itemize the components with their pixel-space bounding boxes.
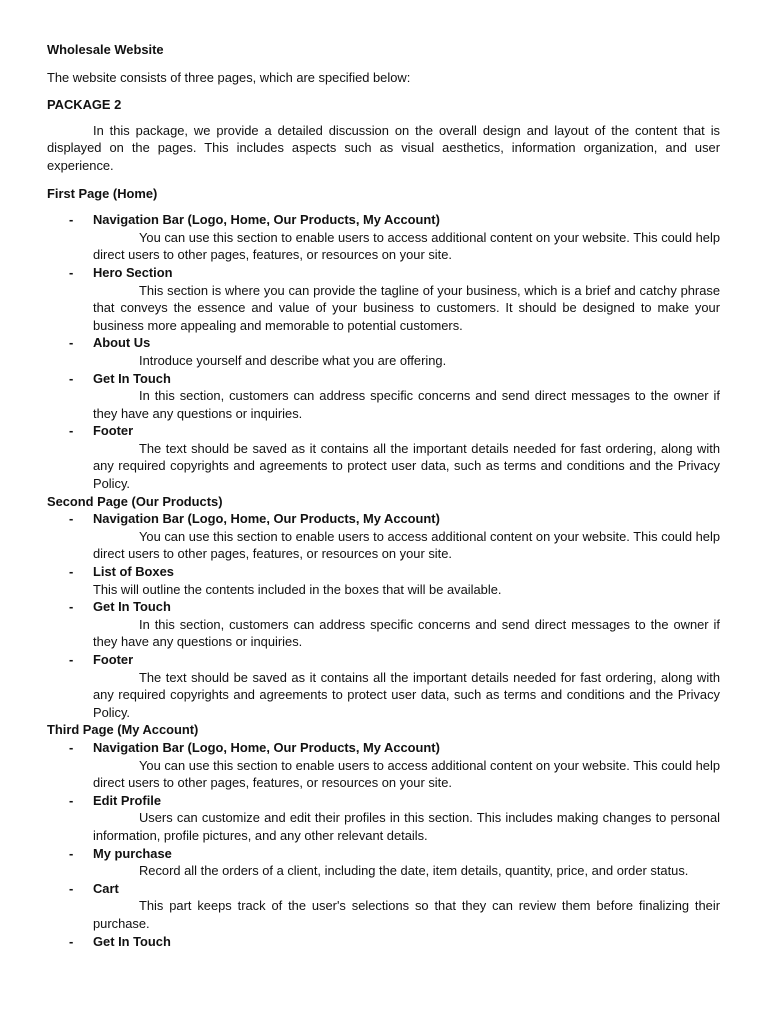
item-description: You can use this section to enable users to access additional content on your website. This could help direct users to other pages, features, or resources on your site. <box>93 229 720 263</box>
bullet-dash: - <box>69 739 74 755</box>
item-title: Footer <box>93 652 134 667</box>
item-title: Navigation Bar (Logo, Home, Our Products, My Account) <box>93 511 440 527</box>
item-title: Navigation Bar (Logo, Home, Our Products, My Account) <box>93 739 440 755</box>
document-body <box>47 41 720 950</box>
item-title: Edit Profile <box>93 792 162 808</box>
list-item <box>47 211 720 264</box>
section-heading-our-products: Second Page (Our Products) <box>47 493 223 509</box>
item-title: Get In Touch <box>93 933 171 949</box>
section-list-our-products <box>47 510 720 721</box>
bullet-dash: - <box>69 652 74 667</box>
package-heading: PACKAGE 2 <box>47 97 122 113</box>
section-list-my-account <box>47 739 720 950</box>
list-item <box>47 651 720 721</box>
item-description: In this section, customers can address specific concerns and send direct messages to the owner if they have any questions or inquiries. <box>93 388 720 421</box>
item-title: About Us <box>93 335 151 351</box>
item-description: Users can customize and edit their profiles in this section. This includes making changes to personal information, profile pictures, and any other relevant details. <box>93 810 720 843</box>
bullet-dash: - <box>69 880 74 896</box>
list-item <box>47 792 720 845</box>
list-item <box>47 739 720 792</box>
item-title: Footer <box>93 423 134 439</box>
bullet-dash: - <box>69 212 74 228</box>
item-title: List of Boxes <box>93 564 174 580</box>
package-description: In this package, we provide a detailed discussion on the overall design and layout of the content that is displayed on the pages. This includes aspects such as visual aesthetics, information organization, and user experience. <box>47 122 720 173</box>
bullet-dash: - <box>69 933 74 949</box>
item-title: My purchase <box>93 845 172 861</box>
item-title: Cart <box>93 880 119 896</box>
item-title: Get In Touch <box>93 370 171 386</box>
list-item <box>47 563 720 598</box>
item-description: You can use this section to enable users to access additional content on your website. This could help direct users to other pages, features, or resources on your site. <box>93 757 720 791</box>
bullet-dash: - <box>69 423 74 439</box>
bullet-dash: - <box>69 564 74 580</box>
list-item <box>47 334 720 369</box>
list-item <box>47 264 720 334</box>
bullet-dash: - <box>69 792 74 808</box>
list-item <box>47 598 720 651</box>
item-description: The text should be saved as it contains all the important details needed for fast ordering, along with any required copyrights and agreements to protect user data, such as terms and conditions and the Privacy Policy. <box>93 440 720 492</box>
list-item <box>47 510 720 563</box>
item-description: The text should be saved as it contains all the important details needed for fast ordering, along with any required copyrights and agreements to protect user data, such as terms and conditions and the Privacy Policy. <box>93 669 720 720</box>
bullet-dash: - <box>69 599 74 615</box>
list-item <box>47 845 720 880</box>
item-description: Record all the orders of a client, including the date, item details, quantity, price, and order status. <box>139 863 689 879</box>
list-item <box>47 422 720 492</box>
item-title: Get In Touch <box>93 599 171 615</box>
item-description: This part keeps track of the user's selections so that they can review them before finalizing their purchase. <box>93 898 720 931</box>
bullet-dash: - <box>69 845 74 861</box>
item-description: You can use this section to enable users to access additional content on your website. This could help direct users to other pages, features, or resources on your site. <box>93 528 720 562</box>
item-description: In this section, customers can address specific concerns and send direct messages to the owner if they have any questions or inquiries. <box>93 616 720 650</box>
item-title: Hero Section <box>93 264 173 280</box>
item-title: Navigation Bar (Logo, Home, Our Products, My Account) <box>93 212 440 228</box>
item-description: This section is where you can provide the tagline of your business, which is a brief and catchy phrase that conveys the essence and value of your business to customers. It should be designed to make your business more appealing and memorable to potential customers. <box>93 282 720 333</box>
item-description: Introduce yourself and describe what you are offering. <box>139 352 447 368</box>
bullet-dash: - <box>69 370 74 386</box>
list-item <box>47 880 720 933</box>
document-title: Wholesale Website <box>47 42 164 57</box>
section-list-home <box>47 211 720 493</box>
list-item <box>47 370 720 423</box>
list-item <box>47 933 720 951</box>
bullet-dash: - <box>69 335 74 351</box>
section-heading-home: First Page (Home) <box>47 185 158 201</box>
item-description: This will outline the contents included in the boxes that will be available. <box>93 581 502 597</box>
bullet-dash: - <box>69 511 74 527</box>
intro-text: The website consists of three pages, which are specified below: <box>47 69 411 85</box>
section-heading-my-account: Third Page (My Account) <box>47 722 199 738</box>
bullet-dash: - <box>69 264 74 280</box>
